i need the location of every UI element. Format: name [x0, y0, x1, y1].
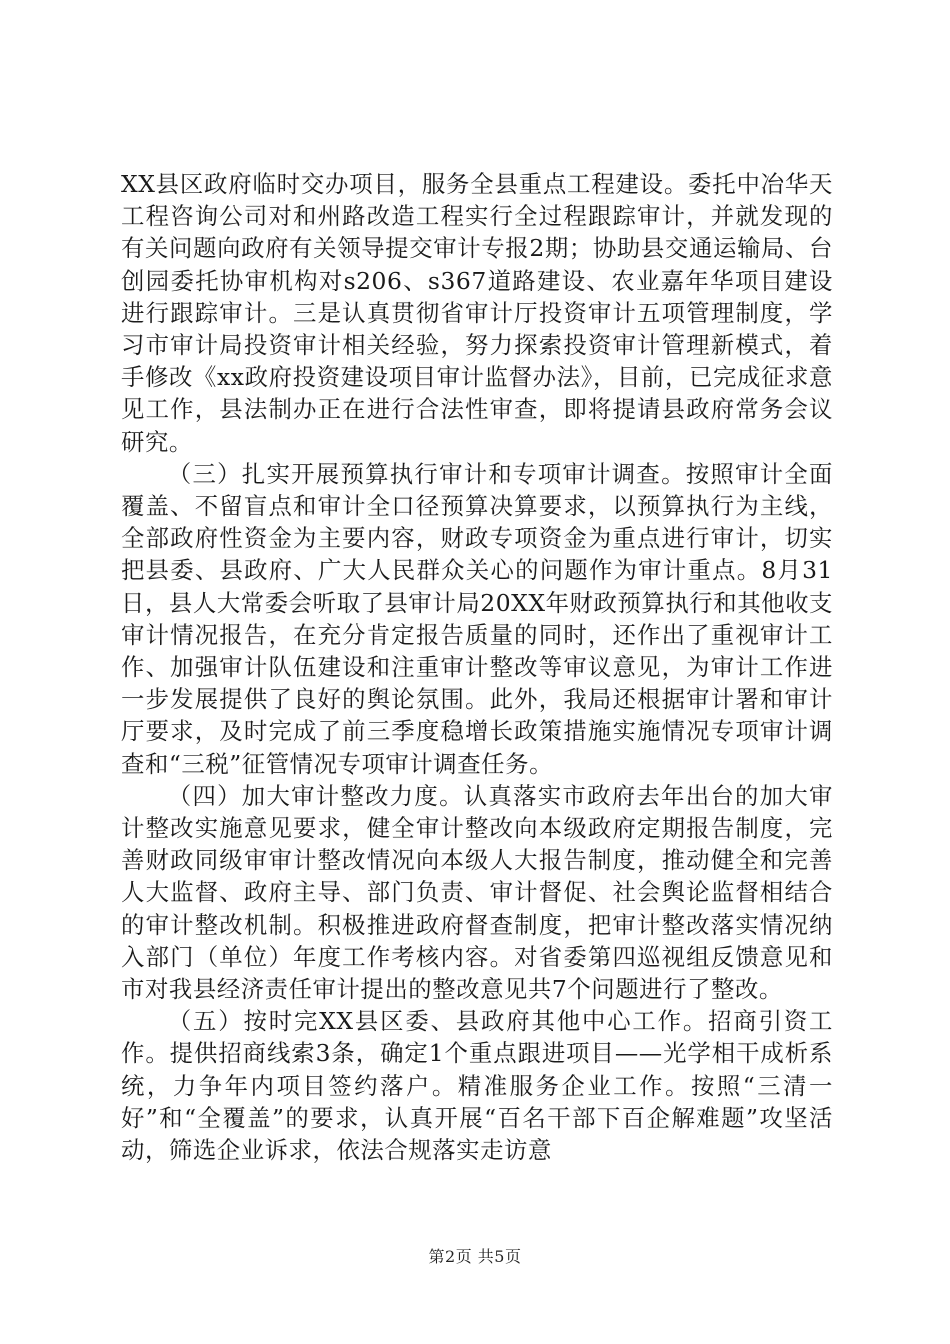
paragraph-section-3: （三）扎实开展预算执行审计和专项审计调查。按照审计全面覆盖、不留盲点和审计全口径预算决算要求，以预算执行为主线，全部政府性资金为主要内容，财政专项资金为重点进行审计，切实把县委、县政府、广大人民群众关心的问题作为审计重点。8月31日，县人大常委会听取了县审计局20XX年财政预算执行和其他收支审计情况报告，在充分肯定报告质量的同时，还作出了重视审计工作、加强审计队伍建设和注重审计整改等审议意见，为审计工作进一步发展提供了良好的舆论氛围。此外，我局还根据审计署和审计厅要求，及时完成了前三季度稳增长政策措施实施情况专项审计调查和“三税”征管情况专项审计调查任务。 — [121, 459, 833, 778]
paragraph-section-4: （四）加大审计整改力度。认真落实市政府去年出台的加大审计整改实施意见要求，健全审计整改向本级政府定期报告制度，完善财政同级审审计整改情况向本级人大报告制度，推动健全和完善人大监督、政府主导、部门负责、审计督促、社会舆论监督相结合的审计整改机制。积极推进政府督查制度，把审计整改落实情况纳入部门（单位）年度工作考核内容。对省委第四巡视组反馈意见和市对我县经济责任审计提出的整改意见共7个问题进行了整改。 — [121, 781, 833, 1004]
paragraph-continued: XX县区政府临时交办项目，服务全县重点工程建设。委托中冶华天工程咨询公司对和州路改造工程实行全过程跟踪审计，并就发现的有关问题向政府有关领导提交审计专报2期；协助县交通运输局、台创园委托协审机构对s206、s367道路建设、农业嘉年华项目建设进行跟踪审计。三是认真贯彻省审计厅投资审计五项管理制度，学习市审计局投资审计相关经验，努力探索投资审计管理新模式，着手修改《xx政府投资建设项目审计监督办法》，目前，已完成征求意见工作，县法制办正在进行合法性审查，即将提请县政府常务会议研究。 — [121, 170, 833, 456]
page-number-footer: 第2页 共5页 — [428, 1247, 522, 1266]
paragraph-section-5: （五）按时完XX县区委、县政府其他中心工作。招商引资工作。提供招商线索3条，确定1个重点跟进项目——光学相干成析系统，力争年内项目签约落户。精准服务企业工作。按照“三清一好”和“全覆盖”的要求，认真开展“百名干部下百企解难题”攻坚活动，筛选企业诉求，依法合规落实走访意 — [121, 1007, 833, 1165]
document-body — [121, 168, 833, 1166]
